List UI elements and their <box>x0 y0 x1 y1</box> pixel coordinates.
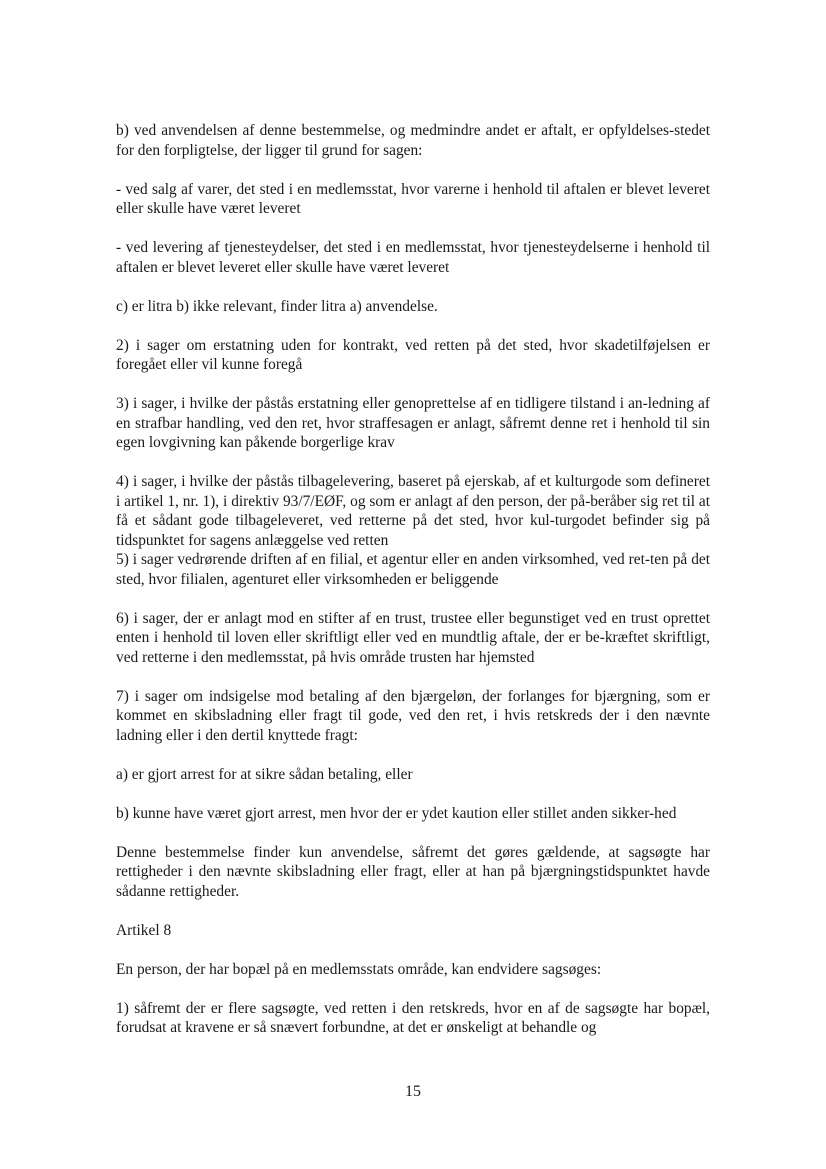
paragraph-7a-arrest: a) er gjort arrest for at sikre sådan betaling, eller <box>116 765 413 783</box>
paragraph-article-8-1-co-defendants: 1) såfremt der er flere sagsøgte, ved retten i den retskreds, hvor en af de sagsøgte har bopæl, forudsat at kravene er så snævert forbundne, at det er ønskeligt at behandle og <box>116 999 710 1036</box>
paragraph-b-place-of-performance: b) ved anvendelsen af denne bestemmelse, og medmindre andet er aftalt, er opfyldelses-stedet for den forpligtelse, der ligger til grund for sagen: <box>116 122 710 159</box>
body-text <box>116 121 710 1038</box>
page-number: 15 <box>405 1083 421 1100</box>
paragraph-provision-of-services: - ved levering af tjenesteydelser, det sted i en medlemsstat, hvor tjenesteydelserne i henhold til aftalen er blevet leveret eller skulle have været leveret <box>116 239 710 276</box>
paragraph-7b-security: b) kunne have været gjort arrest, men hvor der er ydet kaution eller stillet anden sikker-hed <box>116 804 677 822</box>
paragraph-c-litra: c) er litra b) ikke relevant, finder litra a) anvendelse. <box>116 297 438 315</box>
paragraph-7-salvage: 7) i sager om indsigelse mod betaling af den bjærgeløn, der forlanges for bjærgning, som er kommet en skibsladning eller fragt til gode, ved den ret, i hvis retskreds der i den nævnte ladning eller i den dertil knyttede fragt: <box>116 687 710 744</box>
paragraph-6-trust: 6) i sager, der er anlagt mod en stifter af en trust, trustee eller begunstiget ved en trust oprettet enten i henhold til loven eller skriftligt eller ved en mundtlig aftale, der er be-kræftet skriftligt, ved retterne i den medlemsstat, på hvis område trusten har hjemsted <box>116 609 710 666</box>
paragraph-article-8-intro: En person, der har bopæl på en medlemsstats område, kan endvidere sagsøges: <box>116 960 602 978</box>
paragraph-4-cultural-object: 4) i sager, i hvilke der påstås tilbagelevering, baseret på ejerskab, af et kulturgode som defineret i artikel 1, nr. 1), i direktiv 93/7/EØF, og som er anlagt af den person, der på-beråber sig ret til at få et sådant gode tilbageleveret, ved retterne på det sted, hvor kul-turgodet befinder sig på tidspunktet for sagens anlæggelse ved retten <box>116 473 710 549</box>
paragraph-salvage-condition: Denne bestemmelse finder kun anvendelse, såfremt det gøres gældende, at sagsøgte har rettigheder i den nævnte skibsladning eller fragt, eller at han på bjærgningstidspunktet havde sådanne rettigheder. <box>116 843 710 900</box>
paragraph-2-tort: 2) i sager om erstatning uden for kontrakt, ved retten på det sted, hvor skadetilføjelsen er foregået eller vil kunne foregå <box>116 336 710 373</box>
paragraph-5-branch-agency: 5) i sager vedrørende driften af en filial, et agentur eller en anden virksomhed, ved ret-ten på det sted, hvor filialen, agenturet eller virksomheden er beliggende <box>116 551 710 588</box>
heading-article-8: Artikel 8 <box>116 921 172 939</box>
paragraph-3-criminal-damages: 3) i sager, i hvilke der påstås erstatning eller genoprettelse af en tidligere tilstand i an-ledning af en strafbar handling, ved den ret, hvor straffesagen er anlagt, såfremt denne ret i henhold til sin egen lovgivning kan påkende borgerlige krav <box>116 395 710 451</box>
paragraph-sale-of-goods: - ved salg af varer, det sted i en medlemsstat, hvor varerne i henhold til aftalen er blevet leveret eller skulle have været leveret <box>116 180 710 217</box>
